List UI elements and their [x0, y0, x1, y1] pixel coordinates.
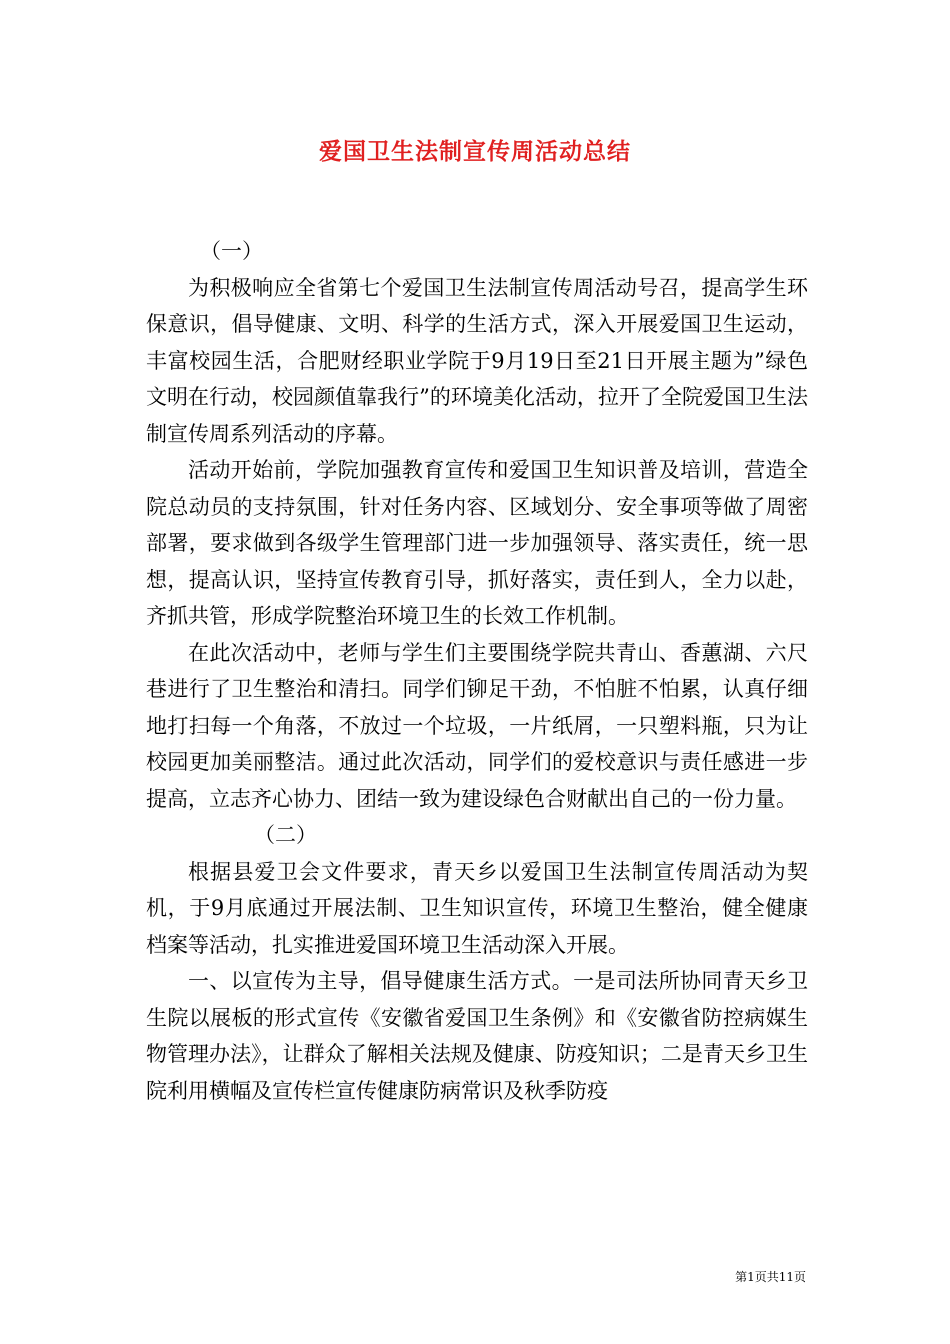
section-heading-2: （二） — [254, 823, 317, 847]
document-title: 爱国卫生法制宣传周活动总结 — [319, 138, 631, 165]
paragraph: 活动开始前，学院加强教育宣传和爱国卫生知识普及培训，营造全院总动员的支持氛围，针对任务内容、区域划分、安全事项等做了周密部署，要求做到各级学生管理部门进一步加强领导、落实责任，统一思想，提高认识，坚持宣传教育引导，抓好落实，责任到人，全力以赴，齐抓共管，形成学院整治环境卫生的长效工作机制。 — [146, 458, 808, 628]
paragraph: 在此次活动中，老师与学生们主要围绕学院共青山、香蕙湖、六尺巷进行了卫生整治和清扫。同学们铆足干劲，不怕脏不怕累，认真仔细地打扫每一个角落，不放过一个垃圾，一片纸屑，一只塑料瓶，只为让校园更加美丽整洁。通过此次活动，同学们的爱校意识与责任感进一步提高，立志齐心协力、团结一致为建设绿色合财献出自己的一份力量。 — [146, 640, 808, 811]
paragraph: 一、以宣传为主导，倡导健康生活方式。一是司法所协同青天乡卫生院以展板的形式宣传《安徽省爱国卫生条例》和《安徽省防控病媒生物管理办法》，让群众了解相关法规及健康、防疫知识；二是青天乡卫生院利用横幅及宣传栏宣传健康防病常识及秋季防疫 — [146, 969, 808, 1103]
paragraph: 为积极响应全省第七个爱国卫生法制宣传周活动号召，提高学生环保意识，倡导健康、文明、科学的生活方式，深入开展爱国卫生运动，丰富校园生活，合肥财经职业学院于9月19日至21日开展主题为”绿色文明在行动，校园颜值靠我行”的环境美化活动，拉开了全院爱国卫生法制宣传周系列活动的序幕。 — [146, 275, 808, 446]
paragraph: 根据县爱卫会文件要求，青天乡以爱国卫生法制宣传周活动为契机，于9月底通过开展法制、卫生知识宣传，环境卫生整治，健全健康档案等活动，扎实推进爱国环境卫生活动深入开展。 — [146, 859, 808, 957]
section-heading-1: （一） — [200, 239, 263, 263]
document-body — [146, 233, 808, 1109]
page-number: 第1页共11页 — [735, 1270, 806, 1284]
